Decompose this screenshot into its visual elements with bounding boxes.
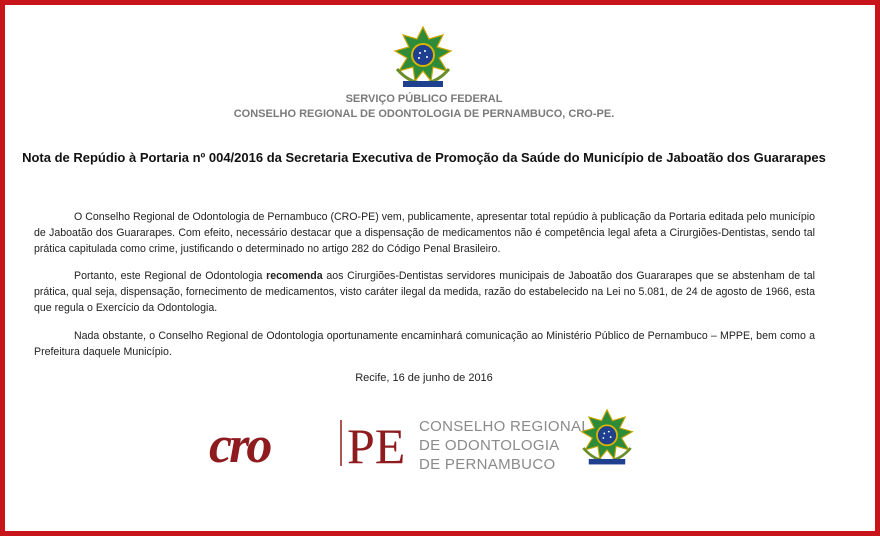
document-title: Nota de Repúdio à Portaria nº 004/2016 da Secretaria Executiva de Promoção da Saúde do Município de Jaboatão dos Guararapes <box>22 150 826 165</box>
header-line-1: SERVIÇO PÚBLICO FEDERAL <box>345 93 503 105</box>
organization-name-line-3: DE PERNAMBUCO <box>419 456 556 473</box>
logo-suffix: PE <box>347 418 406 470</box>
paragraph-2-emphasis: recomenda <box>266 270 323 282</box>
cro-pe-logo <box>209 414 409 470</box>
organization-name <box>419 417 590 474</box>
paragraph-2-start: Portanto, este Regional de Odontologia <box>74 270 267 282</box>
brazil-coat-of-arms-icon <box>576 407 638 469</box>
paragraph-2-end: aos Cirurgiões-Dentistas servidores municipais de Jaboatão dos Guararapes que se abstenham de tal prática, qual seja, dispensação, fornecimento de medicamentos, visto caráter ilegal da medida, razão do estabelecido na Lei no 5.081, de 24 de agosto de 1966, esta que regula o Exercício da Odontologia. <box>34 270 815 314</box>
header-line-2: CONSELHO REGIONAL DE ODONTOLOGIA DE PERNAMBUCO, CRO-PE. <box>233 108 615 120</box>
logo-mark: cro <box>209 417 270 470</box>
brazil-coat-of-arms-icon <box>389 25 457 91</box>
organization-name-line-2: DE ODONTOLOGIA <box>419 437 560 454</box>
header <box>0 92 848 122</box>
paragraph-3: Nada obstante, o Conselho Regional de Odontologia oportunamente encaminhará comunicação ao Ministério Público de Pernambuco – MPPE, bem como a Prefeitura daquele Município. <box>34 330 815 358</box>
organization-name-line-1: CONSELHO REGIONAL <box>419 418 590 435</box>
document-date: Recife, 16 de junho de 2016 <box>355 372 493 384</box>
paragraph-1: O Conselho Regional de Odontologia de Pernambuco (CRO-PE) vem, publicamente, apresentar total repúdio à publicação da Portaria editada pelo município de Jaboatão dos Guararapes. Com efeito, necessário destacar que a dispensação de medicamentos não é competência legal afeta a Cirurgiões-Dentistas, sendo tal prática capitulada como crime, justificando o determinado no artigo 282 do Código Penal Brasileiro. <box>34 211 815 255</box>
paragraph-2 <box>34 268 815 316</box>
